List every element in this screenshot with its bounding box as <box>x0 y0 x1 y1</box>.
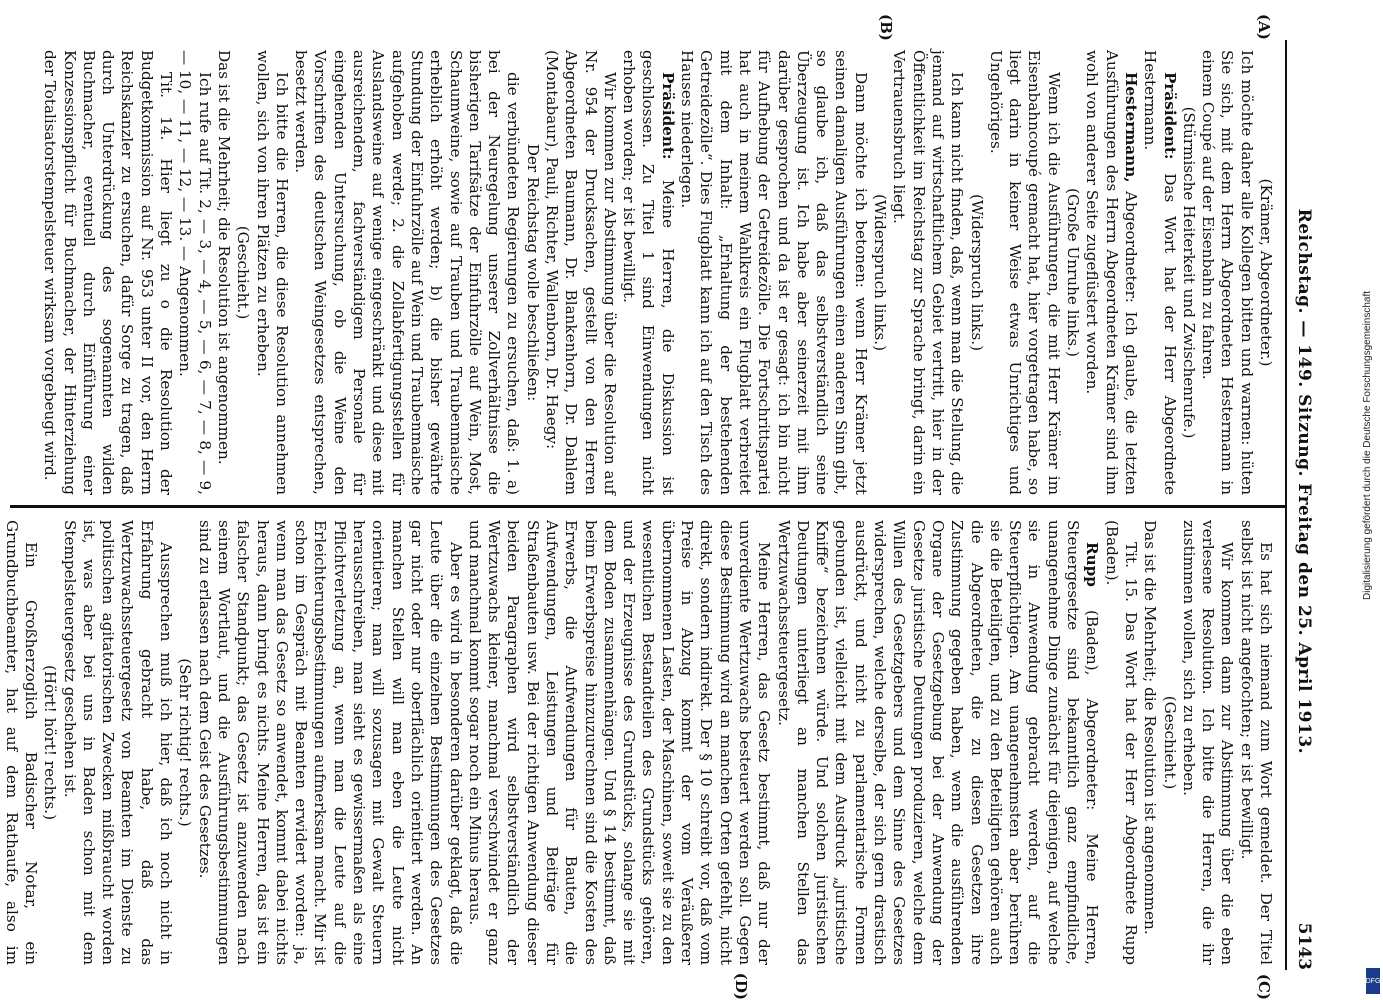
paragraph: Ein Großherzoglich Badischer Notar, ein Grundbuchbeamter, hat auf dem Rathaufe, also im <box>2 520 40 965</box>
paragraph: Das ist die Mehrheit; die Resolution ist angenommen. <box>214 50 233 465</box>
paragraph: (Große Unruhe links.) <box>1064 188 1083 357</box>
paragraph: (Krämer, Abgeordneter.) <box>1257 178 1275 367</box>
paragraph: Ich rufe auf Tit. 2, — 3, — 4, — 5, — 6, — 7, — 8, — 9, — 10, — 11, — 12, — 13. — Angenommen. <box>176 50 214 495</box>
paragraph: (Stürmische Heiterkeit und Zwischenrufe.) <box>1179 106 1198 439</box>
paragraph: (Hört! hört! rechts.) <box>41 664 60 820</box>
paragraph: (Sehr richtig! rechts.) <box>176 658 195 827</box>
paragraph: Ich bitte die Herren, die diese Resolution annehmen wollen, sich von ihren Plätzen zu erheben. <box>253 50 291 495</box>
paragraph: Tit. 14. Hier liegt zu o die Resolution der Budgetkommission auf Nr. 953 unter II vor, den Herrn Reichskanzler zu ersuchen, dafür Sorge zu tragen, daß durch Unterdrückung des sogenannten wilden Buchmacher, eventuell durch Einführung einer Konzessionspflicht für Buchmacher, der Hinterziehung der Totalisatorstempelsteuer wirksam vorgebeugt wird. <box>41 50 176 495</box>
paragraph: Wenn ich die Ausführungen, die mit Herr Krämer im Eisenbahncoupé gemacht hat, hier vorgetragen habe, so liegt darin in keiner Weise etwas Unrichtiges und Ungehöriges. <box>986 50 1063 495</box>
paragraph: Ich kann nicht finden, daß, wenn man die Stellung, die jemand auf wirtschaftlichem Gebiet vertritt, hier in der Öffentlichkeit im Reichstag zur Sprache bringt, darin ein Vertrauensbruch liegt. <box>890 50 967 495</box>
paragraph: Der Reichstag wolle beschließen: <box>523 143 542 402</box>
paragraph: Meine Herren, das Gesetz bestimmt, daß nur der unverdiente Wertzuwachs besteuert werden soll. Gegen diese Bestimmung wird an manchen Orten gefehlt, nicht direkt, sondern indirekt. Der § 10 schreibt vor, daß vom Preise in Abzug kommt der vom Veräußerer übernommenen Lasten, der Maschinen, soweit sie zu den wesentlichen Bestandteilen des Grundstücks gehören, und der Erzeugnisse des Grundstücks, solange sie mit dem Boden zusammenhängen. Und § 14 bestimmt, daß beim Erwerbspreise hinzuzurechnen sind die Kosten des Erwerbs, die Aufwendungen für Bauten, die Aufwendungen, Leistungen und Beiträge für Straßenbauten usw. Bei der richtigen Anwendung dieser beiden Paragraphen wird selbstverständlich der Wertzuwachs kleiner, manchmal verschwindet er ganz und manchmal kommt sogar noch ein Minus heraus. <box>465 520 774 965</box>
dfg-logo: DFG <box>1366 968 1380 994</box>
margin-marker-b: (B) <box>877 14 895 41</box>
margin-marker-d: (D) <box>732 972 750 1000</box>
paragraph: Wir kommen dann zur Abstimmung über die eben verlesene Resolution. Ich bitte die Herren, die ihr zustimmen wollen, sich zu erheben. <box>1179 520 1237 965</box>
column-divider <box>10 505 1285 508</box>
margin-marker-a: (A) <box>1255 14 1273 40</box>
right-text-column <box>2 520 1275 965</box>
margin-marker-c: (C) <box>1255 973 1273 1000</box>
header-title: Reichstag. — 149. Sitzung. Freitag den 25. April 1913. <box>1294 208 1314 755</box>
paragraph: Präsident: Meine Herren, die Diskussion ist geschlossen. Zu Titel 1 sind Einwendungen nicht erhoben worden; er ist bewilligt. <box>620 50 677 495</box>
paragraph: Hestermann, Abgeordneter: Ich glaube, die letzten Ausführungen des Herrn Abgeordneten Krämer sind ihm wohl von anderer Seite zugeflüstert worden. <box>1083 50 1140 495</box>
paragraph: Aber es wird in besonderen darüber geklagt, daß die Leute über die einzelnen Bestimmungen des Gesetzes gar nicht oder nur oberflächlich orientiert werden. An manchen Stellen will man eben die Leute nicht orientieren; man will sozusagen mit Gewalt Steuern herausschreiben, man sieht es gewissermaßen als eine Pflichtverletzung an, wenn man die Leute auf die Erleichterungsbestimmungen aufmerksam macht. Mir ist schon im Gespräch mit Beamten erwidert worden: ja, wenn man das Gesetz so anwendet, kommt dabei nichts heraus, dann bringt es nichts. Meine Herren, das ist ein falscher Standpunkt; das Gesetz ist anzuwenden nach seinem Wortlaut, und die Ausführungsbestimmungen sind zu erlassen nach dem Geist des Gesetzes. <box>195 520 465 965</box>
paragraph: Präsident: Das Wort hat der Herr Abgeordnete Hestermann. <box>1141 50 1179 495</box>
left-text-column <box>20 50 1275 495</box>
paragraph: (Geschieht.) <box>234 225 253 320</box>
paragraph: (Geschieht.) <box>1160 695 1179 790</box>
paragraph: Aussprechen muß ich hier, daß ich noch nicht in Erfahrung gebracht habe, daß das Wertzuwachssteuergesetz von Beamten im Dienste zu politischen agitatorischen Zwecken mißbraucht worden ist, was aber bei uns in Baden schon mit dem Stempelsteuergesetz geschehen ist. <box>60 520 176 965</box>
page-header <box>1285 40 1321 970</box>
digitization-note: Digitalisierung gefördert durch die Deutsche Forschungsgemeinschaft <box>1362 290 1373 600</box>
paragraph: Wir kommen zur Abstimmung über die Resolution auf Nr. 954 der Drucksachen, gestellt von den Herren Abgeordneten Baumann, Dr. Blankenhorn, Dr. Dahlem (Montabaur), Pauli, Richter, Wallenborn, Dr. Haegy: <box>543 50 619 495</box>
paragraph: (Widerspruch links.) <box>871 193 890 351</box>
paragraph: Es hat sich niemand zum Wort gemeldet. Der Titel selbst ist nicht angefochten; er ist bewilligt. <box>1237 520 1275 965</box>
paragraph: Tit. 15. Das Wort hat der Herr Abgeordnete Rupp (Baden). <box>1102 520 1140 965</box>
paragraph: Ich möchte daher alle Kollegen bitten und warnen: hüten Sie sich, mit dem Herrn Abgeordneten Hestermann in einem Coupé auf der Eisenbahn zu fahren. <box>1199 50 1256 495</box>
paragraph: die verbündeten Regierungen zu ersuchen, daß: 1. a) bei der Neuregelung unserer Zollverhältnisse die bisherigen Tarifsätze der Einfuhrzölle auf Wein, Most, Schaumweine, sowie auf Trauben und Traubenmaische erheblich erhöht werden; b) die bisher gewährte Stundung der Einfuhrzölle auf Wein und Traubenmaische aufgehoben werde; 2. die Zollabfertigungsstellen für Auslandsweine auf wenige eingeschränkt und diese mit ausreichendem, fachverständigem Personale für eingehenden Untersuchung, ob die Weine den Vorschriften des deutschen Weingesetzes entsprechen, besetzt werden. <box>292 50 523 495</box>
paragraph: Das ist die Mehrheit; die Resolution ist angenommen. <box>1141 520 1160 935</box>
page-number: 5143 <box>1294 922 1314 970</box>
paragraph: (Widerspruch links.) <box>967 193 986 351</box>
paragraph: Dann möchte ich betonen: wenn Herr Krämer jetzt seinen damaligen Ausführungen einen anderen Sinn gibt, so glaube ich, daß das selbstverständlich seine Überzeugung ist. Ich habe aber seinerzeit mit ihm darüber gesprochen und da ist er gesagt: ich bin nicht für Aufhebung der Getreidezölle. Die Fortschrittspartei hat auch in meinem Wahlkreis ein Flugblatt verbreitet mit dem Inhalt: „Erhaltung der bestehenden Getreidezölle“. Dies Flugblatt kann ich auf den Tisch des Hauses niederlegen. <box>678 50 870 495</box>
paragraph: Rupp (Baden), Abgeordneter: Meine Herren, Steuergesetze sind bekanntlich ganz empfindliche, unangenehme Dinge zunächst für diejenigen, auf welche sie in Anwendung gebracht werden, auf die Steuerpflichtigen. Am unangenehmsten aber berühren sie die Beteiligten, und zu den Beteiligten gehören auch die Abgeordneten, die zu diesen Gesetzen ihre Zustimmung gegeben haben, wenn die ausführenden Organe der Gesetzgebung bei der Anwendung der Gesetze juristische Deutungen produzieren, welche dem Willen des Gesetzgebers und dem Sinne des Gesetzes widersprechen, welche derselbe, der sich gern drastisch ausdrückt, und nicht zu parlamentarische Formen gebunden ist, vielleicht mit dem Ausdruck „juristische Kniffe“ bezeichnen würde. Und solchen juristischen Deutungen unterliegt an manchen Stellen das Wertzuwachssteuergesetz. <box>774 520 1102 965</box>
